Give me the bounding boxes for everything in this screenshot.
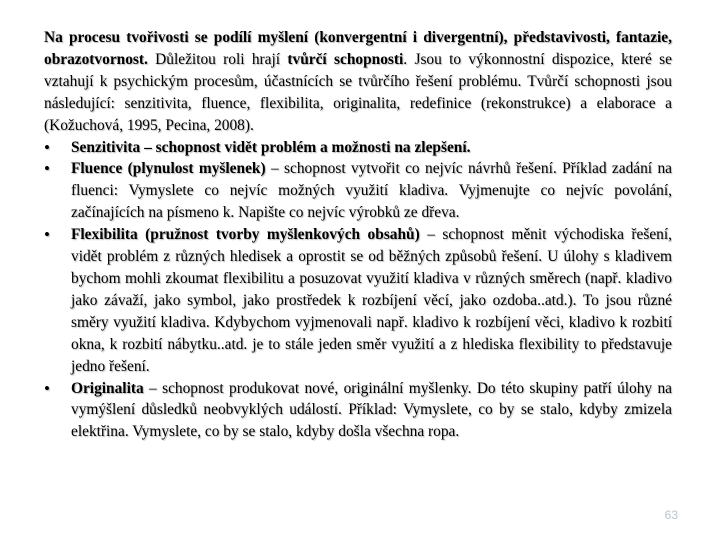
bullet-icon: • <box>44 137 50 157</box>
page-number: 63 <box>664 508 678 522</box>
bullet-text: – schopnost vidět problém a možnosti na zlepšení. <box>140 138 471 156</box>
bullet-term: Originalita <box>71 379 144 397</box>
intro-lead: Na procesu tvořivosti se podílí myšlení (konvergentní i divergentní), představivosti, fantazie, obrazotvornost. <box>44 29 672 68</box>
intro-text-2: . Jsou to výkonnostní dispozice, které se vztahují k psychickým procesům, účastnících se tvůrčího řešení problému. <box>44 50 672 90</box>
intro-text-4: a elaborace a <box>570 94 673 112</box>
bullet-text: – schopnost produkovat nové, originální myšlenky. Do této skupiny patří úlohy na vymýšlení důsledků neobvyklých událostí. Příklad: Vymyslete, co by se stalo, kdyby zmizela elektřina. Vymyslete, co by se stalo, kdyby došla všechna ropa. <box>71 379 672 441</box>
intro-end: . <box>250 116 254 134</box>
creative-abilities-phrase: Tvůrčí schopnosti jsou <box>527 72 672 90</box>
bullet-icon: • <box>44 378 50 398</box>
intro-text-3: následující: <box>44 94 125 112</box>
bullet-item-senzitivita <box>44 137 672 159</box>
bullet-item-flexibilita <box>44 224 672 377</box>
abilities-bullet-list <box>44 137 672 444</box>
intro-paragraph <box>44 27 672 137</box>
bullet-term: Fluence (plynulost myšlenek) <box>71 160 266 178</box>
bullet-term: Flexibilita (pružnost tvorby myšlenkových obsahů) <box>71 226 420 244</box>
bullet-term: Senzitivita <box>71 138 141 156</box>
bullet-icon: • <box>44 159 50 179</box>
citation: (Kožuchová, 1995, Pecina, 2008) <box>44 116 251 134</box>
bullet-text: – schopnost vytvořit co nejvíc návrhů řešení. Příklad zadání na fluenci: Vymyslete co nejvíc možných využití kladiva. Vyjmenujte co nejvíc povolání, začínajících na písmeno k. Napište co nejvíc výrobků ze dřeva. <box>71 160 672 222</box>
bullet-item-fluence <box>44 158 672 224</box>
bullet-icon: • <box>44 225 50 245</box>
slide-content <box>44 27 672 443</box>
abilities-list: senzitivita, fluence, flexibilita, originalita, redefinice (rekonstrukce) <box>124 94 571 112</box>
bullet-text: – schopnost měnit východiska řešení, vidět problém z různých hledisek a oprostit se od běžných způsobů řešení. U úlohy s kladivem bychom mohli zkoumat flexibilitu a posuzovat využití kladiva v různých směrech (např. kladivo jako závaží, jako symbol, jako prostředek k rozbíjení věcí, jako ozdoba..atd.). To jsou různé směry využití kladiva. Kdybychom vyjmenovali např. kladivo k rozbíjení věci, kladivo k rozbití okna, k rozbití nábytku..atd. je to stále jeden směr využití a z hlediska flexibility to představuje jedno řešení. <box>71 226 672 375</box>
bullet-item-originalita <box>44 378 672 444</box>
intro-text-1: Důležitou roli hrají <box>147 50 288 68</box>
creative-abilities-term: tvůrčí schopnosti <box>287 50 404 68</box>
